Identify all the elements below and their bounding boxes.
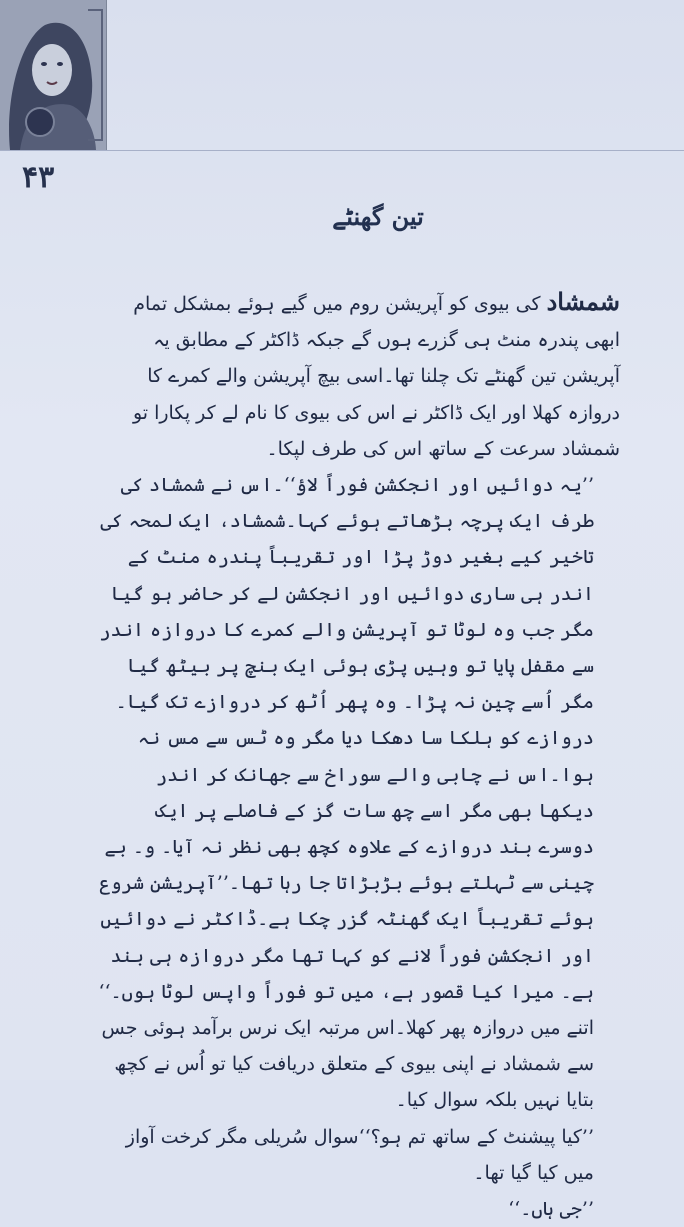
chapter-title-block: [318, 190, 438, 250]
page-number: ۴۳: [22, 160, 55, 195]
paragraph-2: ’’یہ دوائیں اور انجکشن فوراً لاؤ‘‘۔اس نے شمشاد کی طرف ایک پرچہ بڑھاتے ہوئے کہا۔شمشاد، ایک لمحہ کی تاخیر کیے بغیر دوڑ پڑا اور تقریباً پندرہ منٹ کے اندر ہی ساری دوائیں اور انجکشن لے کر حاضر ہو گیا مگر جب وہ لوٹا تو آپریشن والے کمرے کا دروازہ اندر سے مقفل پایا تو وہیں پڑی ہوئی ایک بنچ پر بیٹھ گیا مگر اُسے چین نہ پڑا۔ وہ پھر اُٹھ کر دروازے تک گیا۔ دروازے کو ہلکا سا دھکا دیا مگر وہ ٹس سے مس نہ ہوا۔اس نے چابی والے سوراخ سے جھانک کر اندر دیکھا بھی مگر اسے چھ سات گز کے فاصلے پر ایک دوسرے بند دروازے کے علاوہ کچھ بھی نظر نہ آیا۔ و۔ بے چینی سے ٹہلتے ہوئے بڑبڑاتا جا رہا تھا۔’’آپریشن شروع ہوئے تقریباً ایک گھنٹہ گزر چکا ہے۔ڈاکٹر نے دوائیں اور انجکشن فوراً لانے کو کہا تھا مگر دروازہ ہی بند ہے۔ میرا کیا قصور ہے، میں تو فوراً واپس لوٹا ہوں۔‘‘: [98, 474, 594, 1003]
paragraph-1-lead: شمشاد: [546, 287, 620, 316]
paragraph-3: اتنے میں دروازہ پھر کھلا۔اس مرتبہ ایک نرس برآمد ہوئی جس سے شمشاد نے اپنی بیوی کے متعلق دریافت کیا تو اُس نے کچھ بتایا نہیں بلکہ سوال کیا۔: [101, 1017, 594, 1112]
corner-illustration: [0, 0, 107, 150]
chapter-title: تین گھنٹے: [332, 202, 424, 231]
paragraph-1: [96, 284, 620, 467]
header-rule: [0, 150, 684, 151]
paragraph-1-text: کی بیوی کو آپریشن روم میں گیے ہوئے بمشکل تمام ابھی پندرہ منٹ ہی گزرے ہوں گے جبکہ ڈاکٹر کے مطابق یہ آپریشن تین گھنٹے تک چلنا تھا۔اسی بیچ آپریشن والے کمرے کا دروازہ کھلا اور ایک ڈاکٹر نے اس کی بیوی کا نام لے کر پکارا تو شمشاد سرعت کے ساتھ اس کی طرف لپکا۔: [132, 293, 620, 460]
paragraph-4: ’’کیا پیشنٹ کے ساتھ تم ہو؟‘‘سوال سُریلی مگر کرخت آواز میں کیا گیا تھا۔: [125, 1125, 594, 1184]
paragraph-5: ’’جی ہاں۔‘‘: [508, 1198, 594, 1221]
portrait-illustration-icon: [0, 0, 106, 150]
story-body: [96, 284, 620, 1227]
